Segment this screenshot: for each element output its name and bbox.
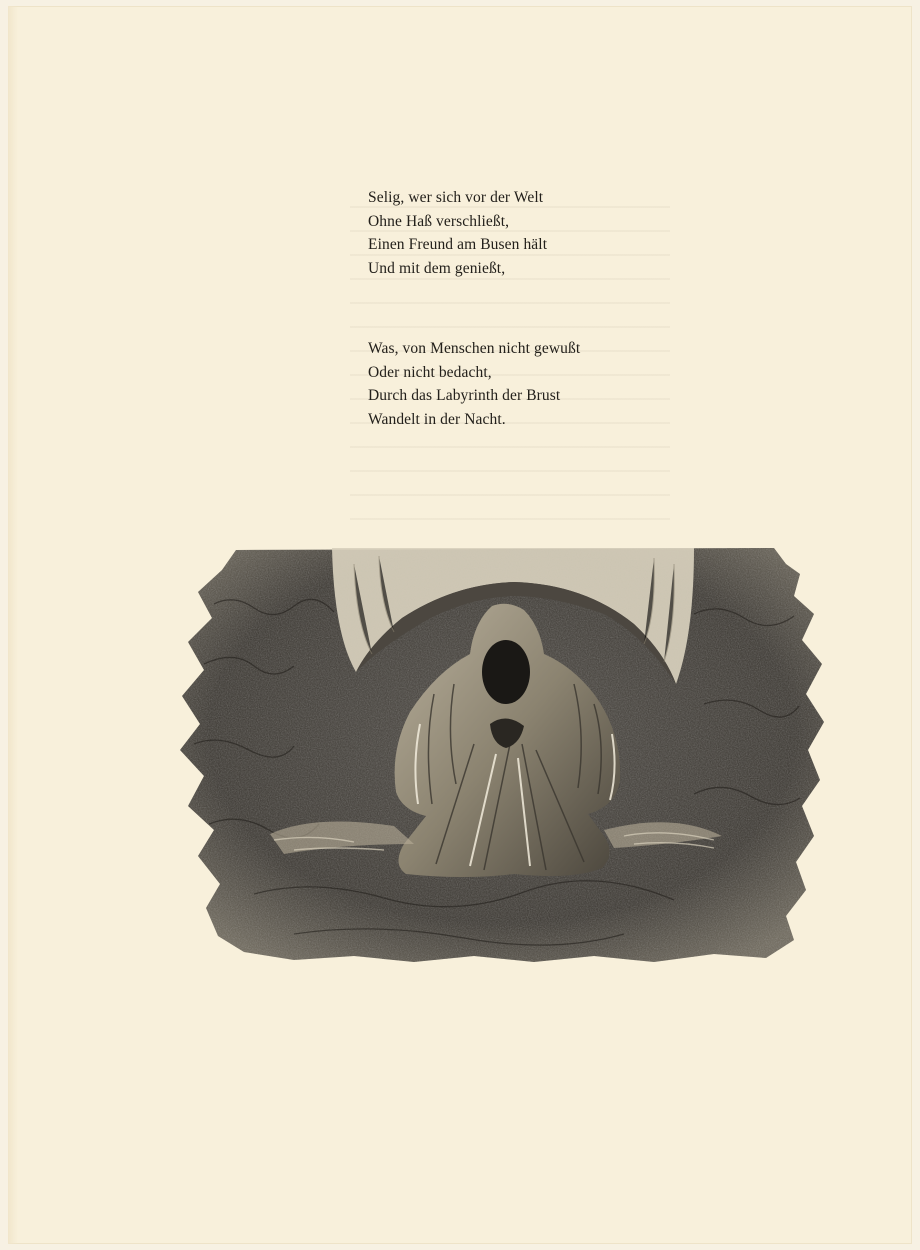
poem-line: Ohne Haß verschließt, — [368, 212, 510, 230]
poem-stanza-2 — [368, 337, 688, 431]
poem-line: Wandelt in der Nacht. — [368, 410, 506, 428]
hooded-figure-image — [174, 544, 828, 964]
deckled-edge — [8, 6, 18, 1244]
poem-line: Einen Freund am Busen hält — [368, 236, 548, 253]
poem-line: Oder nicht bedacht, — [368, 363, 492, 381]
poem-line: Und mit dem genießt, — [368, 259, 506, 277]
poem-stanza-1 — [368, 186, 688, 280]
lithograph-illustration — [174, 544, 828, 964]
poem-line: Durch das Labyrinth der Brust — [368, 387, 561, 404]
poem-line: Selig, wer sich vor der Welt — [368, 189, 544, 206]
poem-line: Was, von Menschen nicht gewußt — [368, 340, 581, 357]
